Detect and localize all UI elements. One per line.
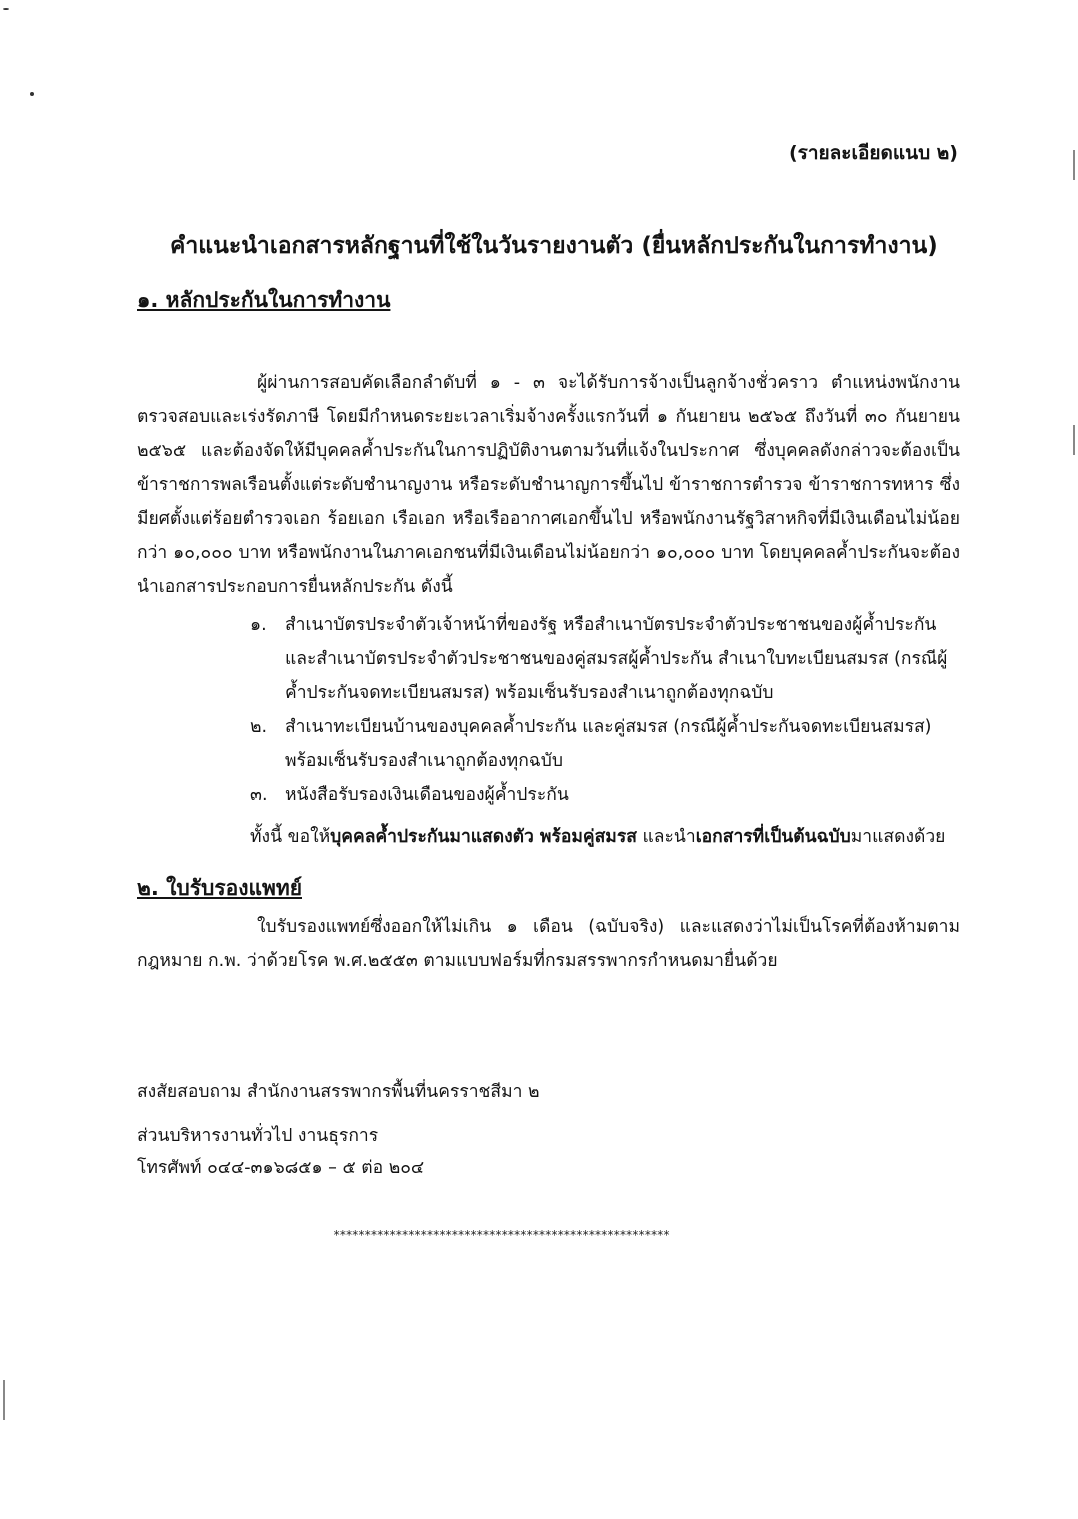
note-mid: และนำ <box>636 827 696 847</box>
list-item-text: หนังสือรับรองเงินเดือนของผู้ค้ำประกัน <box>285 785 569 805</box>
attachment-note: (รายละเอียดแนบ ๒) <box>788 142 958 164</box>
scan-edge-mark <box>1073 150 1075 180</box>
contact-phone: โทรศัพท์ ๐๔๔-๓๑๖๘๕๑ – ๕ ต่อ ๒๐๔ <box>137 1158 425 1178</box>
section-heading-guarantee: ๑. หลักประกันในการทำงาน <box>137 288 391 312</box>
list-item-text: สำเนาบัตรประจำตัวเจ้าหน้าที่ของรัฐ หรือสำเนาบัตรประจำตัวประชาชนของผู้ค้ำประกัน และสำเนาบัตรประจำตัวประชาชนของคู่สมรสผู้ค้ำประกัน สำเนาใบทะเบียนสมรส (กรณีผู้ค้ำประกันจดทะเบียนสมรส) พร้อมเซ็นรับรองสำเนาถูกต้องทุกฉบับ <box>285 615 948 703</box>
required-documents-list <box>250 608 960 812</box>
scan-speck <box>3 8 9 10</box>
list-item-text: สำเนาทะเบียนบ้านของบุคคลค้ำประกัน และคู่สมรส (กรณีผู้ค้ำประกันจดทะเบียนสมรส) พร้อมเซ็นรับรองสำเนาถูกต้องทุกฉบับ <box>285 717 932 771</box>
medical-paragraph <box>137 910 960 978</box>
guarantee-paragraph <box>137 366 960 604</box>
medical-paragraph-text: ใบรับรองแพทย์ซึ่งออกให้ไม่เกิน ๑ เดือน (ฉบับจริง) และแสดงว่าไม่เป็นโรคที่ต้องห้ามตามกฎหมาย ก.พ. ว่าด้วยโรค พ.ศ.๒๕๕๓ ตามแบบฟอร์มที่กรมสรรพากรกำหนดมายื่นด้วย <box>137 917 960 971</box>
scan-edge-mark <box>3 1380 5 1420</box>
list-item-number: ๓. <box>250 785 268 805</box>
contact-office: สงสัยสอบถาม สำนักงานสรรพากรพื้นที่นครราชสีมา ๒ <box>137 1082 540 1102</box>
document-title: คำแนะนำเอกสารหลักฐานที่ใช้ในวันรายงานตัว (ยื่นหลักประกันในการทำงาน) <box>170 233 938 259</box>
note-bold-guarantor: บุคคลค้ำประกันมาแสดงตัว พร้อมคู่สมรส <box>330 827 637 847</box>
separator-stars: ****************************************************** <box>333 1228 670 1242</box>
list-item <box>250 608 960 710</box>
section-heading-medical: ๒. ใบรับรองแพทย์ <box>137 876 302 900</box>
list-item <box>250 710 960 778</box>
note-bold-originals: เอกสารที่เป็นต้นฉบับ <box>695 827 851 847</box>
list-item-number: ๒. <box>250 717 268 737</box>
guarantor-note <box>250 820 960 854</box>
contact-division: ส่วนบริหารงานทั่วไป งานธุรการ <box>137 1126 379 1146</box>
scan-edge-mark <box>1073 425 1075 455</box>
guarantee-paragraph-text: ผู้ผ่านการสอบคัดเลือกลำดับที่ ๑ - ๓ จะได้รับการจ้างเป็นลูกจ้างชั่วคราว ตำแหน่งพนักงานตรวจสอบและเร่งรัดภาษี โดยมีกำหนดระยะเวลาเริ่มจ้างครั้งแรกวันที่ ๑ กันยายน ๒๕๖๕ ถึงวันที่ ๓๐ กันยายน ๒๕๖๕ และต้องจัดให้มีบุคคลค้ำประกันในการปฏิบัติงานตามวันที่แจ้งในประกาศ ซึ่งบุคคลดังกล่าวจะต้องเป็นข้าราชการพลเรือนตั้งแต่ระดับชำนาญงาน หรือระดับชำนาญการขึ้นไป ข้าราชการตำรวจ ข้าราชการทหาร ซึ่งมียศตั้งแต่ร้อยตำรวจเอก ร้อยเอก เรือเอก หรือเรืออากาศเอกขึ้นไป หรือพนักงานรัฐวิสาหกิจที่มีเงินเดือนไม่น้อยกว่า ๑๐,๐๐๐ บาท หรือพนักงานในภาคเอกชนที่มีเงินเดือนไม่น้อยกว่า ๑๐,๐๐๐ บาท โดยบุคคลค้ำประกันจะต้องนำเอกสารประกอบการยื่นหลักประกัน ดังนี้ <box>137 373 960 597</box>
list-item <box>250 778 960 812</box>
list-item-number: ๑. <box>250 615 267 635</box>
note-prefix: ทั้งนี้ ขอให้ <box>250 827 331 847</box>
note-suffix: มาแสดงด้วย <box>850 827 946 847</box>
scan-speck <box>30 92 34 96</box>
